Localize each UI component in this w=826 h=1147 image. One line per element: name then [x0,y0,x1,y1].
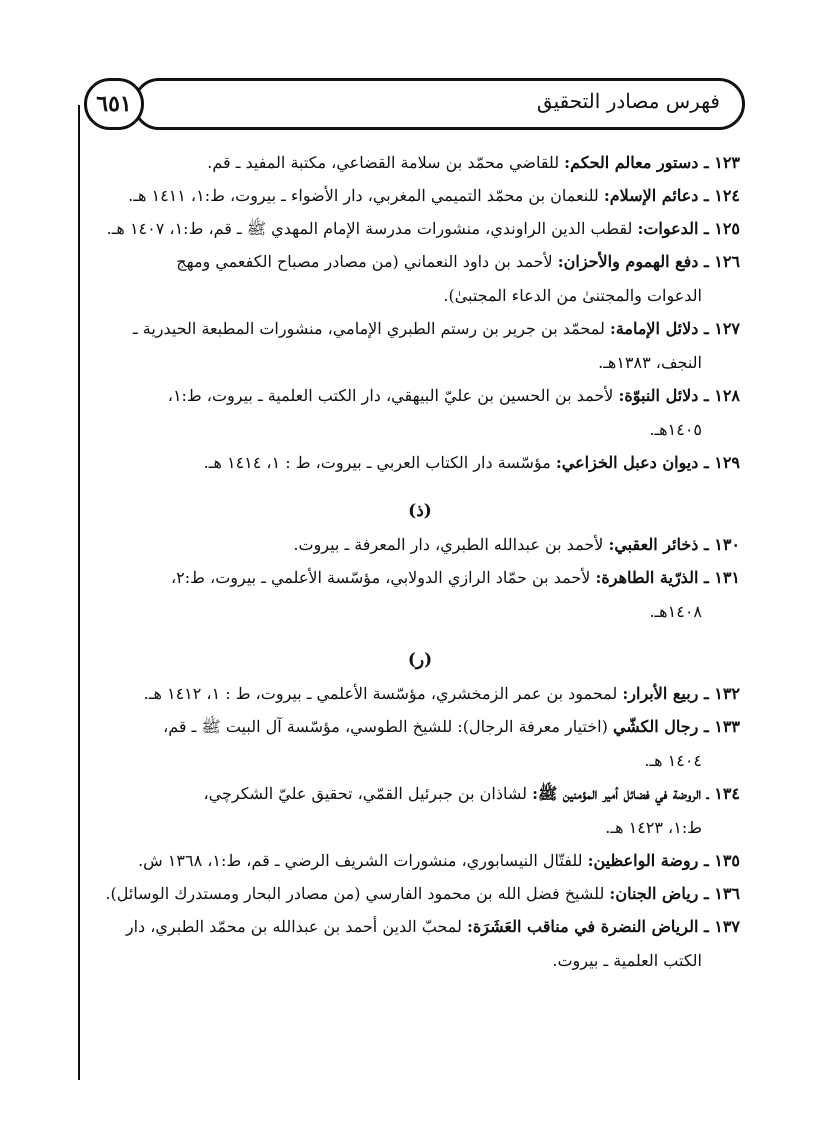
bibliography-entry [100,534,740,556]
entry-details: لأحمد بن داود النعماني (من مصادر مصباح الكفعمي ومهج [176,252,558,271]
entry-details: لمحبّ الدين أحمد بن عبدالله بن محمّد الطبري، دار [125,917,467,936]
bibliography-entry [100,883,740,905]
bibliography-entry [100,452,740,474]
entry-details: لشاذان بن جبرئيل القمّي، تحقيق عليّ الشكرچي، [203,784,533,803]
entry-title: ١٣٤ ـ الروضة في فضائل أمير المؤمنين ﷺ: [532,784,740,803]
bibliography-entry [100,251,740,307]
entry-details: لمحمود بن عمر الزمخشري، مؤسّسة الأعلمي ـ بيروت، ط : ١، ١٤١٢ هـ. [143,684,623,703]
entries-group-ra [100,683,740,972]
entry-title: ١٢٤ ـ دعائم الإسلام: [603,186,740,205]
entry-title: ١٣٦ ـ رياض الجنان: [609,884,740,903]
entry-details: للشيخ فضل الله بن محمود الفارسي (من مصادر البحار ومستدرك الوسائل). [105,884,610,903]
bibliography-entry [100,385,740,441]
entry-title: ١٣١ ـ الذرّية الطاهرة: [595,568,740,587]
bibliography-entry [100,916,740,972]
section-heading-ra: (ر) [407,650,433,670]
entry-details: للنعمان بن محمّد التميمي المغربي، دار الأضواء ـ بيروت، ط:١، ١٤١١ هـ. [128,186,604,205]
entry-details: لأحمد بن حمّاد الرازي الدولابي، مؤسّسة الأعلمي ـ بيروت، ط:٢، [171,568,596,587]
page-header [133,78,745,130]
bibliography-entry [100,683,740,705]
entry-continuation: ١٤٠٥هـ. [649,420,702,439]
entry-details: للقاضي محمّد بن سلامة القضاعي، مكتبة المفيد ـ قم. [207,153,565,172]
section-heading-dhal: (ذ) [408,501,432,521]
entry-details: لمحمّد بن جرير بن رستم الطبري الإمامي، منشورات المطبعة الحيدرية ـ [132,319,610,338]
entry-title: ١٢٥ ـ الدعوات: [637,219,740,238]
entry-title: ١٢٩ ـ ديوان دعبل الخزاعي: [555,453,740,472]
entry-title: ١٢٦ ـ دفع الهموم والأحزان: [557,252,740,271]
entry-details: (اختيار معرفة الرجال): للشيخ الطوسي، مؤسّسة آل البيت ﷺ ـ قم، [163,717,613,736]
entries-group-dal [100,152,740,474]
entry-title: ١٣٧ ـ الرياض النضرة في مناقب العَشَرَة: [467,917,740,936]
entry-title: ١٣٥ ـ روضة الواعظين: [587,851,740,870]
margin-rule [78,105,80,1080]
page-number-badge [84,78,144,130]
entry-continuation: ١٤٠٤ هـ. [644,751,702,770]
bibliography-entry [100,716,740,772]
entry-title: ١٣٠ ـ ذخائر العقبي: [608,535,740,554]
entries-group-dhal [100,534,740,623]
bibliography-entry [100,218,740,240]
entry-details: لقطب الدين الراوندي، منشورات مدرسة الإمام المهدي ﷺ ـ قم، ط:١، ١٤٠٧ هـ. [106,219,638,238]
entry-title: ١٣٣ ـ رجال الكشّي [612,717,740,736]
bibliography-entry [100,152,740,174]
entry-title: ١٢٧ ـ دلائل الإمامة: [609,319,740,338]
page-body [100,152,740,983]
entry-details: للفتّال النيسابوري، منشورات الشريف الرضي ـ قم، ط:١، ١٣٦٨ ش. [138,851,588,870]
entry-title: ١٢٣ ـ دستور معالم الحكم: [564,153,740,172]
bibliography-entry [100,567,740,623]
entry-continuation: النجف، ١٣٨٣هـ. [598,353,702,372]
entry-continuation: ط:١، ١٤٢٣ هـ. [605,818,702,837]
bibliography-entry [100,185,740,207]
entry-continuation: ١٤٠٨هـ. [649,602,702,621]
header-title: فهرس مصادر التحقيق [536,89,720,113]
entry-continuation: الكتب العلمية ـ بيروت. [552,951,702,970]
entry-details: مؤسّسة دار الكتاب العربي ـ بيروت، ط : ١، ١٤١٤ هـ. [203,453,556,472]
entry-title: ١٢٨ ـ دلائل النبوّة: [618,386,740,405]
entry-title: ١٣٢ ـ ربيع الأبرار: [622,684,740,703]
entry-details: لأحمد بن عبدالله الطبري، دار المعرفة ـ بيروت. [293,535,609,554]
page-number: ٦٥١ [96,91,132,117]
entry-continuation: الدعوات والمجتنىٰ من الدعاء المجتبىٰ). [443,286,702,305]
bibliography-entry [100,783,740,839]
bibliography-entry [100,850,740,872]
entry-details: لأحمد بن الحسين بن عليّ البيهقي، دار الكتب العلمية ـ بيروت، ط:١، [167,386,619,405]
bibliography-entry [100,318,740,374]
